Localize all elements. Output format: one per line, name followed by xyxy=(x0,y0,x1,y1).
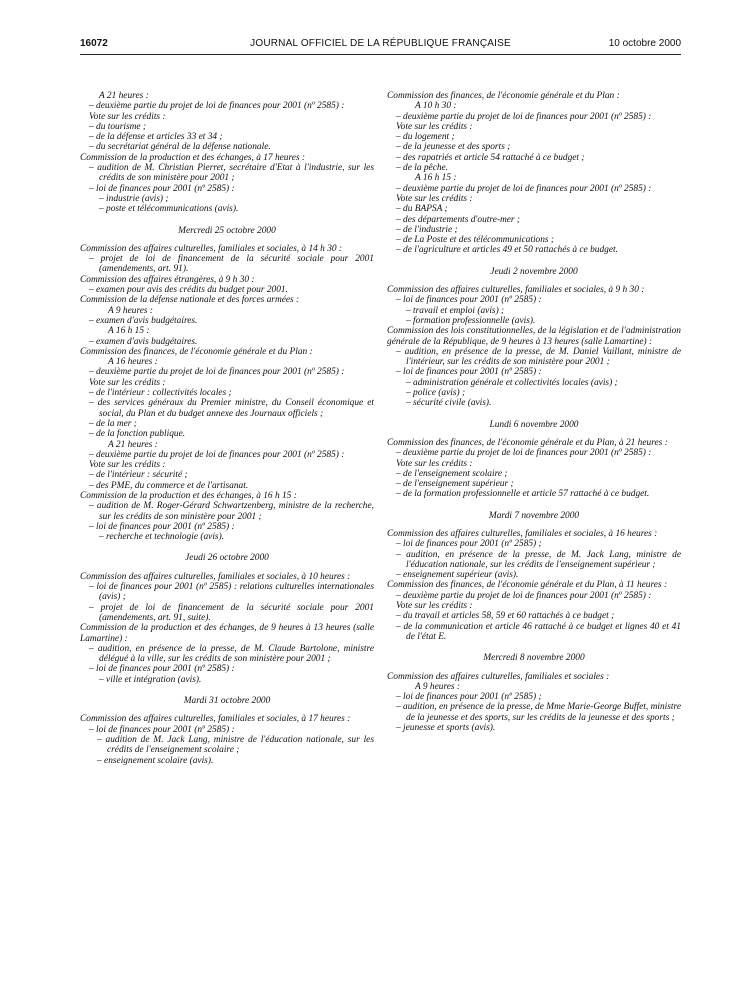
agenda-line: – loi de finances pour 2001 (nº 2585) : xyxy=(396,295,542,306)
header-rule xyxy=(80,54,681,55)
agenda-line: – deuxième partie du projet de loi de finances pour 2001 (nº 2585) : xyxy=(396,590,652,601)
agenda-line: – de la pêche. xyxy=(396,163,449,174)
agenda-line: Vote sur les crédits : xyxy=(396,121,473,132)
agenda-line: – du BAPSA ; xyxy=(396,204,448,215)
agenda-line: – audition de M. Christian Pierret, secrétaire d'Etat à l'industrie, sur les crédits de son ministère pour 2001 ; xyxy=(89,163,374,184)
section-date-heading: Jeudi 2 novembre 2000 xyxy=(490,266,578,277)
agenda-line: A 16 h 15 : xyxy=(415,173,457,184)
agenda-line: A 9 heures : xyxy=(108,305,154,316)
agenda-line: A 16 heures : xyxy=(108,357,158,368)
agenda-line: Commission des finances, de l'économie générale et du Plan, à 21 heures : xyxy=(387,437,668,448)
agenda-line: – du travail et articles 58, 59 et 60 rattachés à ce budget ; xyxy=(396,611,615,622)
agenda-line: – de la jeunesse et des sports ; xyxy=(396,142,511,153)
agenda-line: – des services généraux du Premier ministre, du Conseil économique et social, du Plan et du budget annexe des Journaux officiels ; xyxy=(89,398,374,419)
agenda-line: – administration générale et collectivités locales (avis) ; xyxy=(406,377,618,388)
agenda-line: – poste et télécommunications (avis). xyxy=(99,204,239,215)
section-date-heading: Mardi 7 novembre 2000 xyxy=(488,510,580,521)
agenda-line: – ville et intégration (avis). xyxy=(99,674,202,685)
agenda-line: – audition, en présence de la presse, de M. Jack Lang, ministre de l'éducation nationale, sur les crédits de l'enseignement supérieur ; xyxy=(396,549,681,570)
section-date-heading: Mercredi 8 novembre 2000 xyxy=(483,653,585,664)
section-date-heading: Mardi 31 octobre 2000 xyxy=(183,696,271,707)
agenda-line: Commission des finances, de l'économie générale et du Plan, à 11 heures : xyxy=(387,580,668,591)
agenda-line: – deuxième partie du projet de loi de finances pour 2001 (nº 2585) : xyxy=(89,367,345,378)
agenda-line: Commission des finances, de l'économie générale et du Plan : xyxy=(387,91,620,101)
agenda-line: – audition de M. Roger-Gérard Schwartzenberg, ministre de la recherche, sur les crédits de son ministère pour 2001 ; xyxy=(89,501,374,522)
agenda-line: – audition de M. Jack Lang, ministre de l'éducation nationale, sur les crédits de l'enseignement scolaire ; xyxy=(97,734,374,756)
agenda-line: Commission de la production et des échanges, à 16 h 15 : xyxy=(80,490,297,501)
agenda-line: – industrie (avis) ; xyxy=(99,193,169,204)
agenda-line: Commission de la production et des échanges, de 9 heures à 13 heures (salle Lamartine) : xyxy=(80,623,374,644)
page-header xyxy=(80,38,681,54)
agenda-line: – audition, en présence de la presse, de M. Daniel Vaillant, ministre de l'intérieur, sur les crédits de son ministère pour 2001 ; xyxy=(396,346,681,368)
agenda-line: – de la mer ; xyxy=(89,418,137,429)
agenda-line: – de la communication et article 46 rattaché à ce budget et lignes 40 et 41 de l'état E. xyxy=(396,621,681,642)
agenda-line: Vote sur les crédits : xyxy=(396,601,473,612)
agenda-line: – examen d'avis budgétaires. xyxy=(89,336,198,347)
agenda-line: Vote sur les crédits : xyxy=(89,460,166,471)
agenda-line: – de La Poste et des télécommunications ; xyxy=(396,235,555,246)
agenda-line: – loi de finances pour 2001 (nº 2585) : xyxy=(89,521,235,532)
agenda-line: Commission des finances, de l'économie générale et du Plan : xyxy=(80,346,313,357)
agenda-line: – formation professionnelle (avis). xyxy=(406,315,536,326)
agenda-line: – deuxième partie du projet de loi de finances pour 2001 (nº 2585) : xyxy=(396,448,652,459)
agenda-line: – loi de finances pour 2001 (nº 2585) : xyxy=(89,724,235,735)
agenda-line: – examen pour avis des crédits du budget pour 2001. xyxy=(89,285,288,296)
agenda-line: – du secrétariat général de la défense nationale. xyxy=(89,142,271,153)
agenda-line: – de l'intérieur : collectivités locales ; xyxy=(89,388,232,399)
agenda-line: A 10 h 30 : xyxy=(415,101,457,112)
journal-title: JOURNAL OFFICIEL DE LA RÉPUBLIQUE FRANÇAISE xyxy=(250,38,511,49)
agenda-line: Commission des affaires culturelles, familiales et sociales, à 14 h 30 : xyxy=(80,243,343,254)
agenda-line: – des rapatriés et article 54 rattaché à ce budget ; xyxy=(396,152,585,163)
agenda-line: – de l'enseignement scolaire ; xyxy=(396,468,508,479)
agenda-line: – du logement ; xyxy=(396,132,455,143)
agenda-line: – examen d'avis budgétaires. xyxy=(89,315,198,326)
agenda-line: A 9 heures : xyxy=(415,681,461,692)
agenda-line: – de l'agriculture et articles 49 et 50 rattachés à ce budget. xyxy=(396,245,618,256)
agenda-line: – deuxième partie du projet de loi de finances pour 2001 (nº 2585) : xyxy=(89,101,345,112)
agenda-line: – de l'intérieur : sécurité ; xyxy=(89,470,188,481)
agenda-line: Commission des lois constitutionnelles, de la législation et de l'administration générale de la République, de 9 heures à 13 heures (salle Lamartine) : xyxy=(387,326,681,347)
agenda-line: – audition, en présence de la presse, de Mme Marie-George Buffet, ministre de la jeunesse et des sports, sur les crédits de la jeunesse et des sports ; xyxy=(396,702,681,723)
agenda-line: – police (avis) ; xyxy=(406,388,466,399)
agenda-line: – des départements d'outre-mer ; xyxy=(396,214,521,225)
agenda-line: Vote sur les crédits : xyxy=(89,111,166,122)
agenda-line: Commission des affaires culturelles, familiales et sociales, à 9 h 30 : xyxy=(387,285,645,296)
agenda-line: Commission de la production et des échanges, à 17 heures : xyxy=(80,152,306,163)
agenda-line: – sécurité civile (avis). xyxy=(406,398,492,409)
agenda-line: – loi de finances pour 2001 (nº 2585) : xyxy=(89,664,235,675)
agenda-line: – projet de loi de financement de la sécurité sociale pour 2001 (amendements, art. 91). xyxy=(89,254,374,275)
agenda-line: Commission des affaires étrangères, à 9 h 30 : xyxy=(80,274,255,285)
agenda-line: Commission des affaires culturelles, familiales et sociales, à 10 heures : xyxy=(80,571,351,582)
section-date-heading: Jeudi 26 octobre 2000 xyxy=(185,553,269,564)
agenda-line: – deuxième partie du projet de loi de finances pour 2001 (nº 2585) : xyxy=(396,111,652,122)
agenda-line: Commission de la défense nationale et des forces armées : xyxy=(80,295,300,306)
agenda-line: A 21 heures : xyxy=(108,439,158,450)
agenda-line: – de la formation professionnelle et article 57 rattaché à ce budget. xyxy=(396,489,650,500)
agenda-line: – loi de finances pour 2001 (nº 2585) : xyxy=(396,367,542,378)
agenda-line: A 21 heures : xyxy=(99,91,149,101)
agenda-line: – travail et emploi (avis) ; xyxy=(406,305,505,316)
page-number: 16072 xyxy=(80,38,108,49)
agenda-line: – enseignement scolaire (avis). xyxy=(97,755,214,766)
agenda-line: – de l'industrie ; xyxy=(396,224,458,235)
agenda-line: – de la défense et articles 33 et 34 ; xyxy=(89,132,223,143)
agenda-line: A 16 h 15 : xyxy=(108,326,150,337)
agenda-line: – recherche et technologie (avis). xyxy=(99,532,225,543)
agenda-line: – audition, en présence de la presse, de M. Claude Bartolone, ministre délégué à la ville, sur les crédits de son ministère pour 2001 ; xyxy=(89,643,374,665)
agenda-line: – de la fonction publique. xyxy=(89,429,186,440)
agenda-line: Vote sur les crédits : xyxy=(89,377,166,388)
left-column xyxy=(80,91,374,766)
agenda-line: – loi de finances pour 2001 (nº 2585) : xyxy=(89,183,235,194)
section-date-heading: Mercredi 25 octobre 2000 xyxy=(178,225,276,236)
agenda-line: – deuxième partie du projet de loi de finances pour 2001 (nº 2585) : xyxy=(396,183,652,194)
agenda-line: Vote sur les crédits : xyxy=(396,458,473,469)
agenda-line: – loi de finances pour 2001 (nº 2585) : relations culturelles internationales (avis) ; xyxy=(89,582,374,603)
agenda-line: – jeunesse et sports (avis). xyxy=(396,723,496,734)
agenda-line: Commission des affaires culturelles, familiales et sociales, à 17 heures : xyxy=(80,714,351,725)
section-date-heading: Lundi 6 novembre 2000 xyxy=(489,419,579,430)
agenda-line: – loi de finances pour 2001 (nº 2585) ; xyxy=(396,692,542,703)
agenda-line: – deuxième partie du projet de loi de finances pour 2001 (nº 2585) : xyxy=(89,449,345,460)
agenda-line: Vote sur les crédits : xyxy=(396,193,473,204)
agenda-line: Commission des affaires culturelles, familiales et sociales : xyxy=(387,671,610,682)
agenda-line: – projet de loi de financement de la sécurité sociale pour 2001 (amendements, art. 91, suite). xyxy=(89,602,374,623)
issue-date: 10 octobre 2000 xyxy=(608,38,681,49)
right-column xyxy=(387,91,681,733)
agenda-line: – des PME, du commerce et de l'artisanat. xyxy=(89,480,249,491)
agenda-line: Commission des affaires culturelles, familiales et sociales, à 16 heures : xyxy=(387,528,658,539)
agenda-line: – loi de finances pour 2001 (nº 2585) ; xyxy=(396,539,542,550)
agenda-line: – de l'enseignement supérieur ; xyxy=(396,479,514,490)
agenda-line: – enseignement supérieur (avis). xyxy=(396,570,519,581)
agenda-line: – du tourisme ; xyxy=(89,121,147,132)
